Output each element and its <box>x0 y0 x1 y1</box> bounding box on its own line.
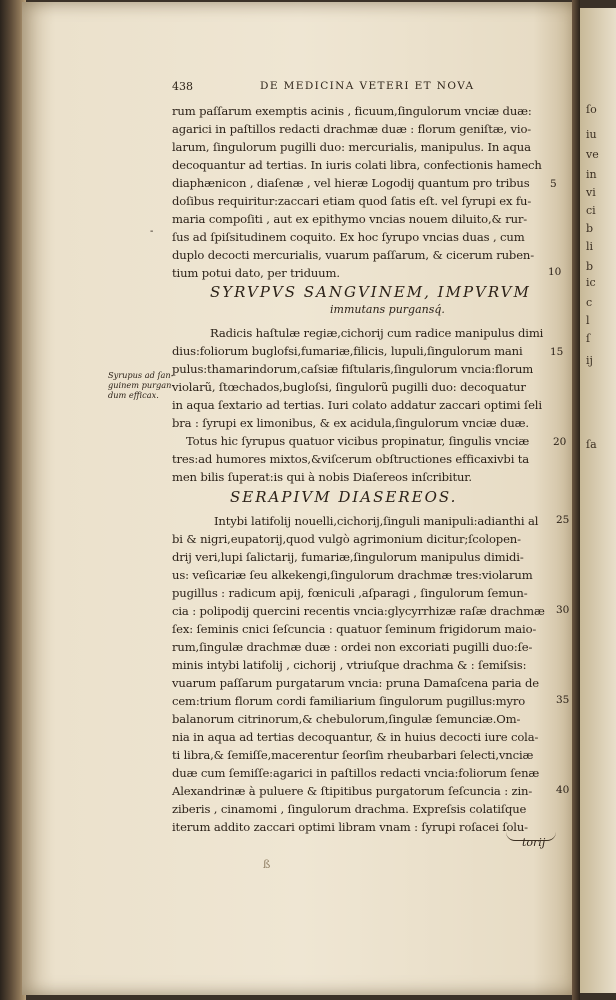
text-line: doſibus requiritur:zaccari etiam quod ſatis eſt. vel ſyrupi ex fu- <box>172 194 532 208</box>
text-line: iterum addito zaccari optimi libram vnam : ſyrupi roſacei ſolu- <box>172 820 528 834</box>
facing-fragment: vi <box>586 186 596 199</box>
facing-page-edge <box>580 8 616 993</box>
text-line: ſus ad ſpiſsitudinem coquito. Ex hoc ſyrupo vncias duas , cum <box>172 230 525 244</box>
text-line: maria compoſiti , aut ex epithymo vncias nouem diluito,& rur- <box>172 212 528 226</box>
line-number: 10 <box>548 266 562 278</box>
margin-mark: - <box>150 226 154 237</box>
running-title: DE MEDICINA VETERI ET NOVA <box>260 80 475 92</box>
margin-note-line: dum efficax. <box>108 390 159 400</box>
facing-fragment: iu <box>586 128 597 141</box>
facing-fragment: b <box>586 222 594 235</box>
facing-fragment: ſa <box>586 438 597 451</box>
text-line: us: veſicariæ ſeu alkekengi,ſingulorum drachmæ tres:violarum <box>172 568 533 582</box>
line-number: 40 <box>556 784 570 796</box>
page-number: 438 <box>172 80 193 93</box>
text-line: tres:ad humores mixtos,&viſcerum obſtructiones efficaxivbi ta <box>172 452 530 466</box>
section-heading: SERAPIVM DIASEREOS. <box>230 488 458 506</box>
facing-fragment: b <box>586 260 594 273</box>
text-line: pugillus : radicum apij, fœniculi ,aſparagi , ſingulorum ſemun- <box>172 586 528 600</box>
line-number: 5 <box>550 178 557 190</box>
section-heading: SYRVPVS SANGVINEM, IMPVRVM <box>210 283 531 301</box>
text-line: decoquantur ad tertias. In iuris colati libra, confectionis hamech <box>172 158 542 172</box>
text-line: ſex: ſeminis cnici ſeſcuncia : quatuor ſeminum frigidorum maio- <box>172 622 537 636</box>
margin-note-line: Syrupus ad ſan- <box>108 370 174 380</box>
facing-fragment: ij <box>586 354 593 367</box>
facing-fragment: l <box>586 314 590 327</box>
text-line: cia : polipodij quercini recentis vncia:glycyrrhizæ raſæ drachmæ <box>172 604 545 618</box>
text-line: violarũ, ſtœchados,bugloſsi, ſingulorũ pugilli duo: decoquatur <box>172 380 526 394</box>
text-line: vuarum paſſarum purgatarum vncia: pruna Damaſcena paria de <box>172 676 539 690</box>
text-line: pulus:thamarindorum,caſsiæ fiſtularis,ſingulorum vncia:florum <box>172 362 534 376</box>
text-line: Totus hic ſyrupus quatuor vicibus propinatur, ſingulis vnciæ <box>186 434 530 448</box>
text-line: tium potui dato, per triduum. <box>172 266 340 280</box>
text-line: ti libra,& ſemiſſe,macerentur ſeorſim rheubarbari ſelecti,vnciæ <box>172 748 534 762</box>
text-line: bi & nigri,eupatorij,quod vulgò agrimonium dicitur;ſcolopen- <box>172 532 521 546</box>
facing-fragment: in <box>586 168 597 181</box>
text-line: diaphænicon , diaſenæ , vel hieræ Logodij quantum pro tribus <box>172 176 530 190</box>
facing-fragment: ve <box>586 148 599 161</box>
facing-fragment: c <box>586 296 593 309</box>
page-smudge: ß <box>263 858 271 871</box>
text-line: larum, ſingulorum pugilli duo: mercurialis, manipulus. In aqua <box>172 140 531 154</box>
text-line: Alexandrinæ à puluere & ſtipitibus purgatorum ſeſcuncia : zin- <box>172 784 533 798</box>
text-line: balanorum citrinorum,& chebulorum,ſingulæ ſemunciæ.Om- <box>172 712 521 726</box>
text-line: agarici in paſtillos redacti drachmæ duæ : florum geniſtæ, vio- <box>172 122 532 136</box>
line-number: 35 <box>556 694 570 706</box>
book-gutter <box>572 0 580 1000</box>
section-subheading: immutans purgansq́. <box>330 303 445 316</box>
line-number: 30 <box>556 604 570 616</box>
text-line: Intybi latifolij nouelli,cichorij,ſinguli manipuli:adianthi al <box>214 514 539 528</box>
facing-fragment: ſo <box>586 103 597 116</box>
line-number: 15 <box>550 346 564 358</box>
text-line: Radicis haſtulæ regiæ,cichorij cum radice manipulus dimi <box>210 326 544 340</box>
margin-note-line: guinem purgan- <box>108 380 175 390</box>
facing-fragment: ic <box>586 276 596 289</box>
text-line: men bilis ſuperat:is qui à nobis Diaſereos inſcribitur. <box>172 470 472 484</box>
text-line: drij veri,lupi ſalictarij, fumariæ,ſingulorum manipulus dimidi- <box>172 550 524 564</box>
text-line: nia in aqua ad tertias decoquantur, & in huius decocti iure cola- <box>172 730 539 744</box>
text-line: duæ cum ſemiſſe:agarici in paſtillos redacti vncia:foliorum ſenæ <box>172 766 540 780</box>
text-line: ziberis , cinamomi , ſingulorum drachma. Expreſsis colatiſque <box>172 802 527 816</box>
text-line: bra : ſyrupi ex limonibus, & ex acidula,ſingulorum vnciæ duæ. <box>172 416 529 430</box>
catchword: torij <box>522 836 546 849</box>
flourish-line <box>506 832 556 841</box>
facing-fragment: ſ <box>586 332 591 345</box>
text-line: rum paſſarum exemptis acinis , ficuum,ſingulorum vnciæ duæ: <box>172 104 532 118</box>
text-line: in aqua ſextario ad tertias. Iuri colato addatur zaccari optimi ſeli <box>172 398 542 412</box>
text-line: rum,ſingulæ drachmæ duæ : ordei non excoriati pugilli duo:ſe- <box>172 640 533 654</box>
line-number: 25 <box>556 514 570 526</box>
text-line: dius:foliorum buglofsi,fumariæ,filicis, lupuli,ſingulorum mani <box>172 344 523 358</box>
facing-fragment: ci <box>586 204 596 217</box>
text-line: cem:trium florum cordi familiarium ſingulorum pugillus:myro <box>172 694 526 708</box>
text-line: minis intybi latifolij , cichorij , vtriuſque drachma & : ſemiſsis: <box>172 658 527 672</box>
line-number: 20 <box>553 436 567 448</box>
text-line: duplo decocti mercurialis, vuarum paſſarum, & cicerum ruben- <box>172 248 534 262</box>
facing-fragment: li <box>586 240 594 253</box>
